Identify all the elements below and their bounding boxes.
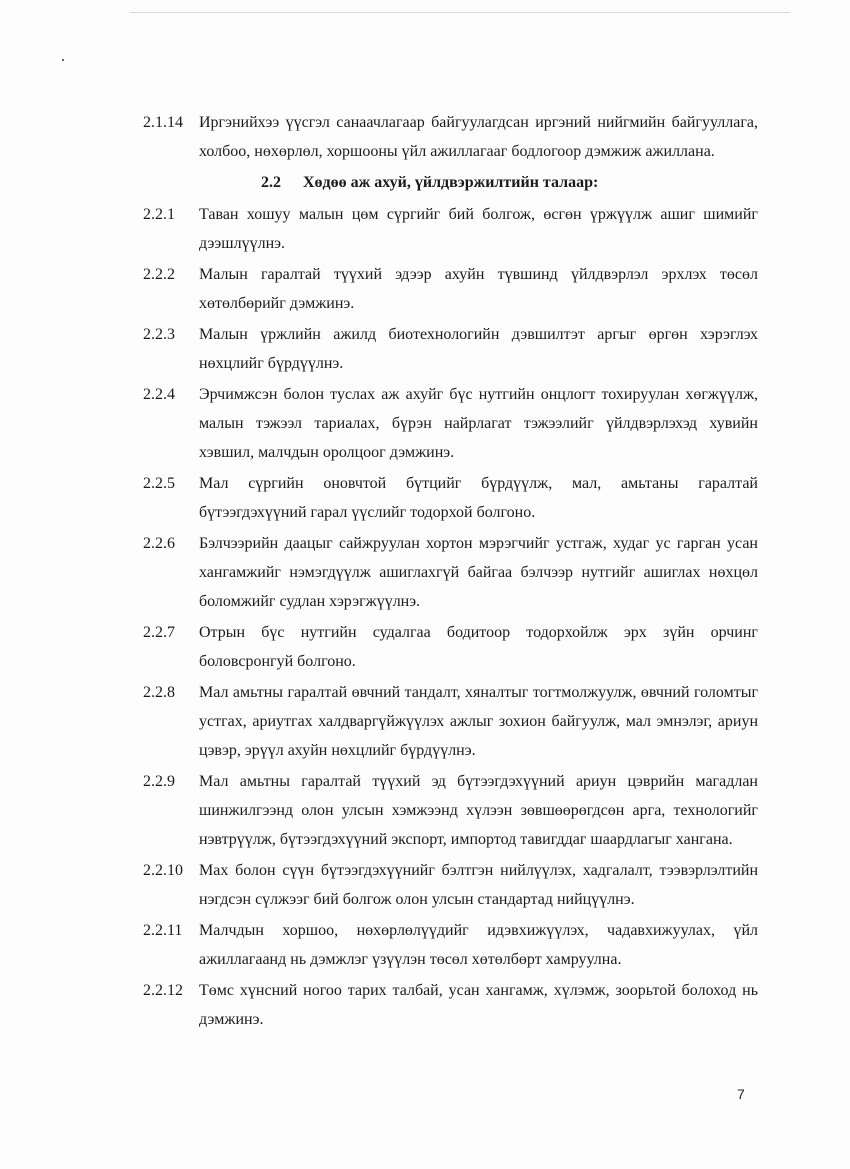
item-text: Мал сүргийн оновчтой бүтцийг бүрдүүлж, мал, амьтаны гаралтай бүтээгдэхүүний гарал үүслийг тодорхой болгоно. <box>199 475 758 521</box>
scan-speck <box>62 59 64 61</box>
list-item-2-2-7 <box>143 618 758 676</box>
list-item-2-2-2 <box>143 260 758 318</box>
item-number: 2.2.1 <box>143 206 175 223</box>
item-text: Таван хошуу малын цөм сүргийг бий болгож, өсгөн үржүүлж ашиг шимийг дээшлүүлнэ. <box>199 206 758 252</box>
item-text: Мал амьтны гаралтай өвчний тандалт, хяналтыг тогтмолжуулж, өвчний голомтыг устгах, ариутгах халдваргүйжүүлэх ажлыг зохион байгуулж, мал эмнэлэг, ариун цэвэр, эрүүл ахуйн нөхцлийг бүрдүүлнэ. <box>199 684 758 759</box>
item-text: Төмс хүнсний ногоо тарих талбай, усан хангамж, хүлэмж, зоорьтой болоход нь дэмжинэ. <box>199 982 758 1028</box>
item-text: Эрчимжсэн болон туслах аж ахуйг бүс нутгийн онцлогт тохируулан хөгжүүлж, малын тэжээл тариалах, бүрэн найрлагат тэжээлийг үйлдвэрлэхэд хувийн хэвшил, малчдын оролцоог дэмжинэ. <box>199 386 758 461</box>
list-item-2-2-4 <box>143 380 758 467</box>
item-number: 2.1.14 <box>143 114 183 131</box>
item-number: 2.2.7 <box>143 624 175 641</box>
section-title: Хөдөө аж ахуй, үйлдвэржилтийн талаар: <box>303 174 599 191</box>
item-text: Малын үржлийн ажилд биотехнологийн дэвшилтэт аргыг өргөн хэрэглэх нөхцлийг бүрдүүлнэ. <box>199 326 758 372</box>
item-number: 2.2.4 <box>143 386 175 403</box>
list-item-2-2-5 <box>143 469 758 527</box>
item-number: 2.2.6 <box>143 535 175 552</box>
document-body <box>143 108 758 1036</box>
item-text: Малын гаралтай түүхий эдээр ахуйн түвшинд үйлдвэрлэл эрхлэх төсөл хөтөлбөрийг дэмжинэ. <box>199 266 758 312</box>
list-item-2-2-12 <box>143 976 758 1034</box>
item-text: Иргэнийхээ үүсгэл санаачлагаар байгуулагдсан иргэний нийгмийн байгууллага, холбоо, нөхөрлөл, хоршооны үйл ажиллагааг бодлогоор дэмжиж ажиллана. <box>199 114 758 160</box>
section-number: 2.2 <box>261 174 281 191</box>
item-number: 2.2.11 <box>143 922 183 939</box>
list-item-2-2-6 <box>143 529 758 616</box>
item-text: Мах болон сүүн бүтээгдэхүүнийг бэлтгэн нийлүүлэх, хадгалалт, тээвэрлэлтийн нэгдсэн сүлжээг бий болгож олон улсын стандартад нийцүүлнэ. <box>199 862 758 908</box>
item-number: 2.2.12 <box>143 982 183 999</box>
item-text: Отрын бүс нутгийн судалгаа бодитоор тодорхойлж эрх зүйн орчинг боловсронгуй болгоно. <box>199 624 758 670</box>
item-text: Бэлчээрийн даацыг сайжруулан хортон мэрэгчийг устгаж, худаг ус гарган усан хангамжийг нэмэгдүүлж ашиглахгүй байгаа бэлчээр нутгийг ашиглах нөхцөл боломжийг судлан хэрэгжүүлнэ. <box>199 535 758 610</box>
item-number: 2.2.10 <box>143 862 183 879</box>
item-number: 2.2.8 <box>143 684 175 701</box>
page-number: 7 <box>737 1086 745 1102</box>
list-item-2-2-11 <box>143 916 758 974</box>
item-text: Малчдын хоршоо, нөхөрлөлүүдийг идэвхижүүлэх, чадавхижуулах, үйл ажиллагаанд нь дэмжлэг үзүүлэн төсөл хөтөлбөрт хамруулна. <box>199 922 758 968</box>
list-item-2-2-8 <box>143 678 758 765</box>
list-item-2-1-14 <box>143 108 758 166</box>
item-number: 2.2.3 <box>143 326 175 343</box>
item-number: 2.2.5 <box>143 475 175 492</box>
item-number: 2.2.9 <box>143 773 175 790</box>
list-item-2-2-9 <box>143 767 758 854</box>
scan-edge-line <box>130 12 790 13</box>
item-text: Мал амьтны гаралтай түүхий эд бүтээгдэхүүний ариун цэврийн магадлан шинжилгээнд олон улсын хэмжээнд хүлээн зөвшөөрөгдсөн арга, технологийг нэвтрүүлж, бүтээгдэхүүний экспорт, импортод тавигддаг шаардлагыг хангана. <box>199 773 758 848</box>
list-item-2-2-1 <box>143 200 758 258</box>
list-item-2-2-3 <box>143 320 758 378</box>
list-item-2-2-10 <box>143 856 758 914</box>
section-heading <box>143 168 758 198</box>
item-number: 2.2.2 <box>143 266 175 283</box>
